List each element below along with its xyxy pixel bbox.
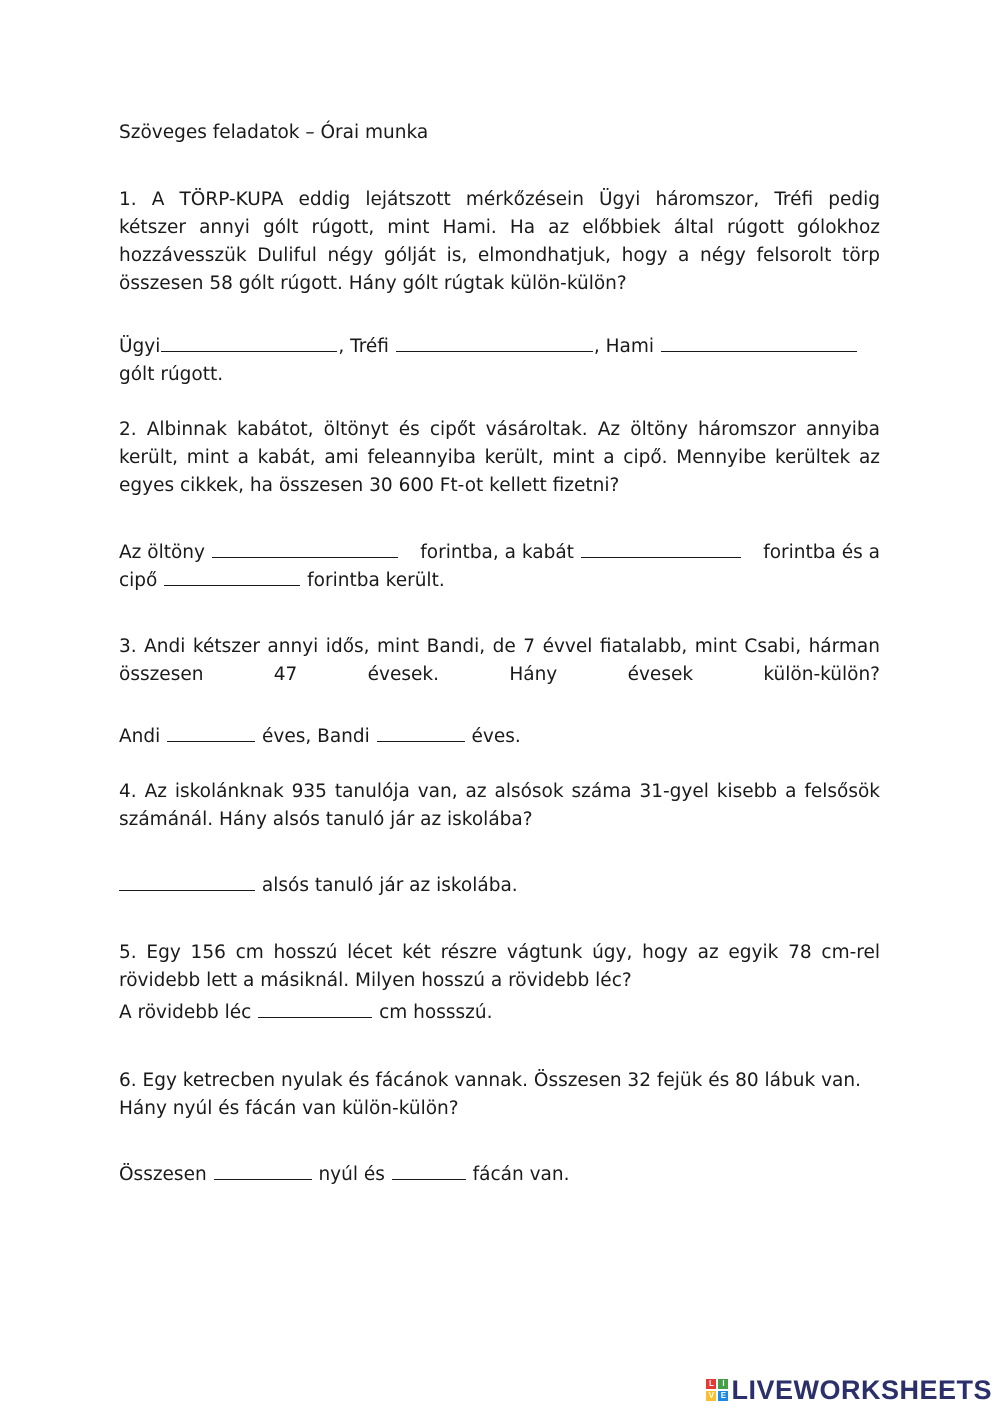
task-3-answer-line — [119, 723, 880, 751]
task-2-line: egyes cikkek, ha összesen 30 600 Ft-ot kellett fizetni? — [119, 475, 620, 496]
task-4-line: számánál. Hány alsós tanuló jár az iskolába? — [119, 809, 533, 830]
answer-blank-bandi[interactable] — [377, 725, 465, 742]
task-3-line: összesen 47 évesek. Hány évesek külön-külön? — [119, 664, 880, 685]
logo-tile: I — [718, 1379, 728, 1389]
logo-tiles-icon — [706, 1379, 728, 1401]
logo-tile: L — [706, 1379, 716, 1389]
answer-blank-hami[interactable] — [661, 335, 857, 352]
label-forintba-kerult: forintba került. — [301, 570, 445, 591]
label-ugyi: Ügyi — [119, 336, 161, 357]
label-rovidebb-lec: A rövidebb léc — [119, 1002, 258, 1023]
label-oltony: Az öltöny — [119, 542, 211, 563]
task-2-answer-line — [119, 539, 880, 567]
task-4-text — [119, 778, 880, 834]
answer-blank-cipo[interactable] — [164, 569, 300, 586]
answer-blank-ugyi[interactable] — [161, 335, 337, 352]
answer-blank-andi[interactable] — [167, 725, 255, 742]
task-3-text — [119, 633, 880, 689]
task-2-answer-line — [119, 567, 880, 595]
liveworksheets-logo[interactable] — [706, 1373, 992, 1407]
task-6-answer — [119, 1161, 880, 1189]
label-cipo: cipő — [119, 570, 164, 591]
label-cm-hosszu: cm hossszú. — [373, 1002, 493, 1023]
answer-blank-nyul[interactable] — [214, 1163, 312, 1180]
label-hami: , Hami — [593, 336, 660, 357]
logo-text: LIVEWORKSHEETS — [731, 1374, 992, 1405]
answer-blank-oltony[interactable] — [212, 541, 398, 558]
label-kabat: forintba, a kabát — [420, 542, 580, 563]
answer-blank-lec[interactable] — [258, 1001, 372, 1018]
label-trefi: , Tréfi — [338, 336, 395, 357]
task-5-line: 5. Egy 156 cm hosszú lécet két részre vágtunk úgy, hogy az egyik 78 cm-rel — [119, 942, 880, 963]
task-6-text — [119, 1067, 880, 1123]
task-2-line: 2. Albinnak kabátot, öltönyt és cipőt vásároltak. Az öltöny háromszor annyiba — [119, 419, 880, 440]
task-2-answer-segment — [119, 539, 399, 567]
task-1-line: összesen 58 gólt rúgott. Hány gólt rúgtak külön-külön? — [119, 273, 627, 294]
task-3-answer — [119, 723, 880, 751]
task-6-line: 6. Egy ketrecben nyulak és fácánok vannak. Összesen 32 fejük és 80 lábuk van. — [119, 1070, 861, 1091]
label-nyul-es: nyúl és — [312, 1164, 391, 1185]
page-title-text: Szöveges feladatok – Órai munka — [119, 122, 429, 143]
task-1-line: hozzávesszük Duliful négy gólját is, elmondhatjuk, hogy a négy felsorolt törp — [119, 245, 880, 266]
task-1-answer — [119, 333, 880, 389]
task-2-line: került, mint a kabát, ami feleannyiba került, mint a cipő. Mennyibe kerültek az — [119, 447, 880, 468]
task-1-answer-line — [119, 333, 880, 361]
task-5-text — [119, 939, 880, 995]
label-alsos-tanulo: alsós tanuló jár az iskolába. — [256, 875, 518, 896]
label-es-a: forintba és a — [763, 542, 880, 563]
task-4-answer — [119, 872, 880, 900]
task-6-line: Hány nyúl és fácán van külön-külön? — [119, 1098, 459, 1119]
answer-blank-alsosok[interactable] — [119, 874, 255, 891]
task-4-answer-line — [119, 872, 880, 900]
task-1-line: kétszer annyi gólt rúgott, mint Hami. Ha az előbbiek által rúgott gólokhoz — [119, 217, 880, 238]
task-2-text — [119, 416, 880, 500]
label-bandi: éves, Bandi — [256, 726, 376, 747]
task-5-line: rövidebb lett a másiknál. Milyen hosszú a rövidebb léc? — [119, 970, 632, 991]
label-eves: éves. — [465, 726, 521, 747]
answer-blank-trefi[interactable] — [396, 335, 593, 352]
page-title — [119, 119, 880, 147]
task-1-line: 1. A TÖRP-KUPA eddig lejátszott mérkőzésein Ügyi háromszor, Tréfi pedig — [119, 189, 880, 210]
task-5-answer — [119, 999, 880, 1027]
logo-tile: E — [718, 1391, 728, 1401]
task-2-answer — [119, 539, 880, 595]
task-4-line: 4. Az iskolánknak 935 tanulója van, az alsósok száma 31-gyel kisebb a felsősök — [119, 781, 880, 802]
task-6-answer-line — [119, 1161, 880, 1189]
label-andi: Andi — [119, 726, 167, 747]
answer-blank-kabat[interactable] — [581, 541, 741, 558]
label-facan-van: fácán van. — [466, 1164, 570, 1185]
task-3-line: 3. Andi kétszer annyi idős, mint Bandi, de 7 évvel fiatalabb, mint Csabi, hárman — [119, 636, 880, 657]
task-1-answer-suffix: gólt rúgott. — [119, 364, 224, 385]
task-2-answer-segment — [420, 539, 742, 567]
answer-blank-facan[interactable] — [392, 1163, 466, 1180]
logo-tile: V — [706, 1391, 716, 1401]
task-5-answer-line — [119, 999, 880, 1027]
task-1-text — [119, 186, 880, 298]
label-osszesen: Összesen — [119, 1164, 213, 1185]
